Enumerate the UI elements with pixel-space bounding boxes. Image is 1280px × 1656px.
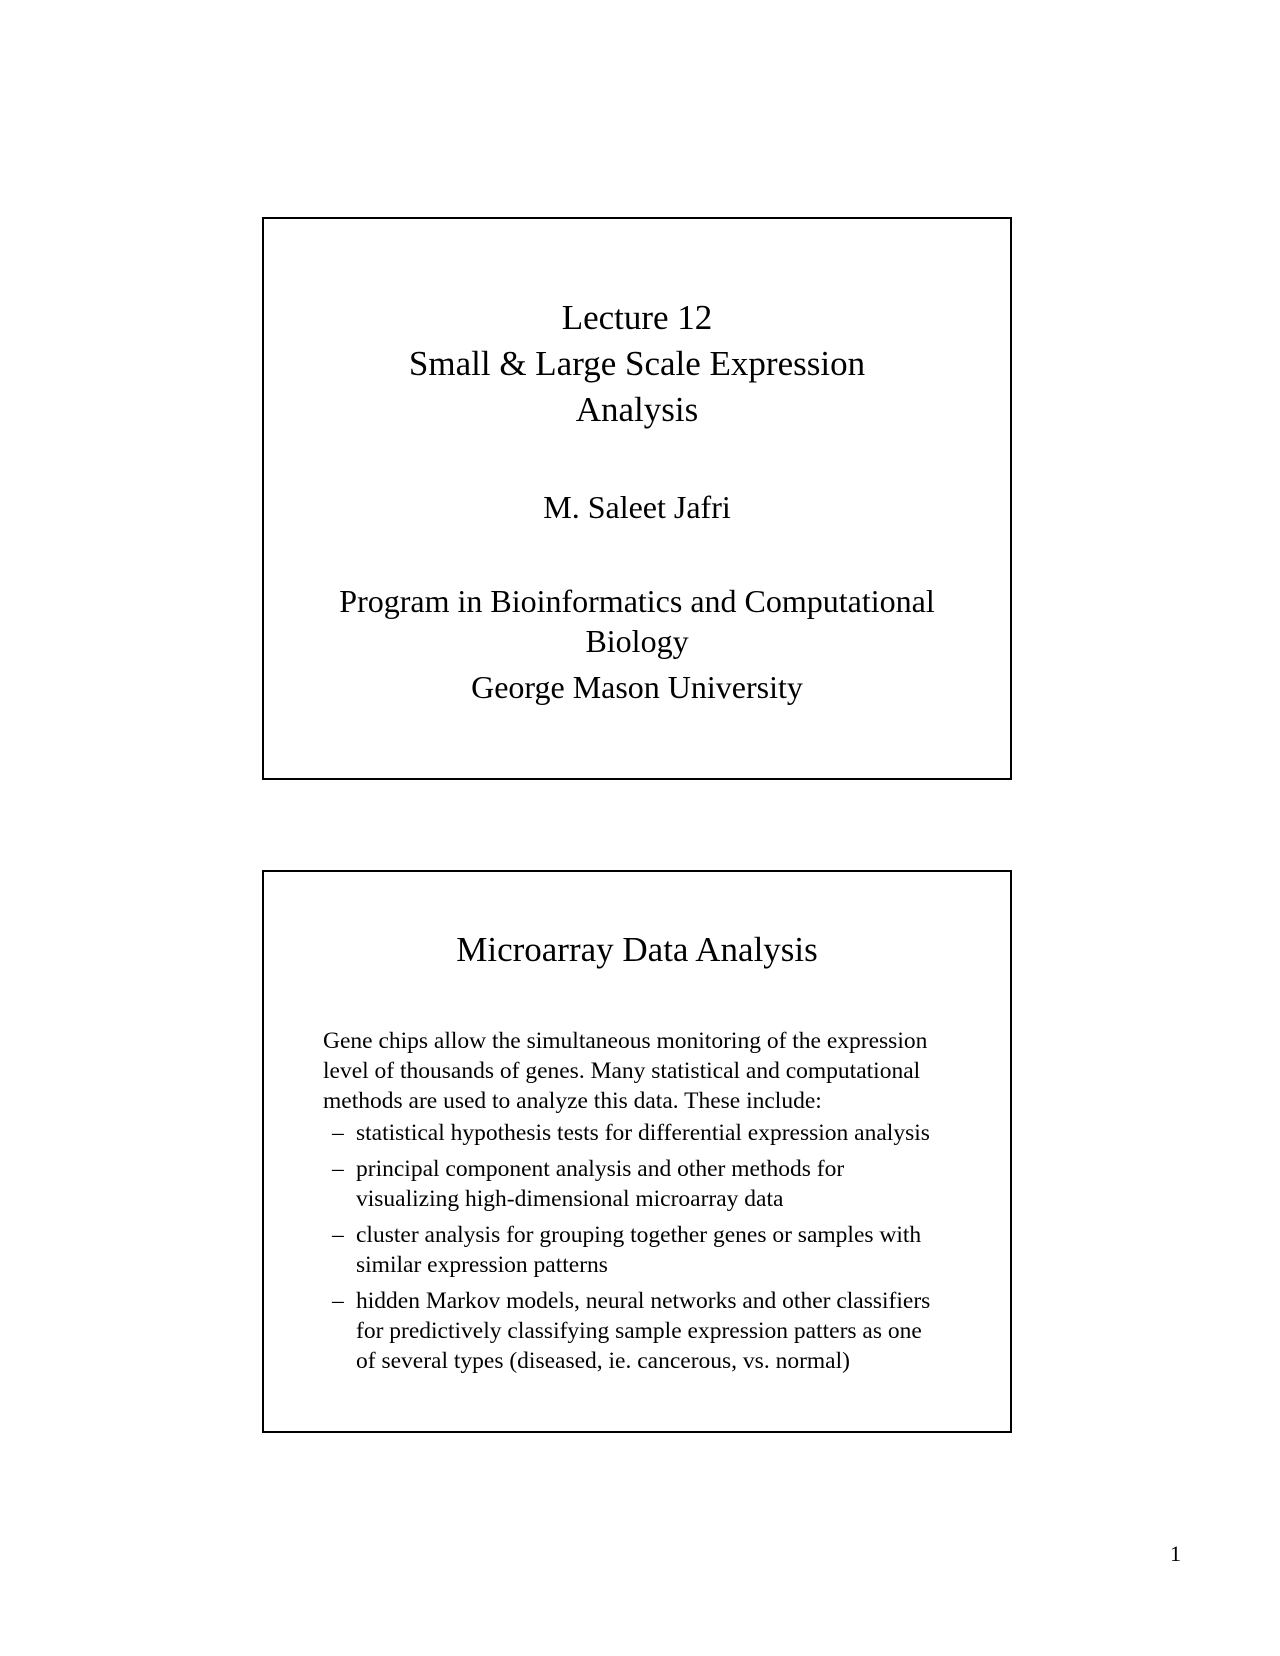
list-item-line: of several types (diseased, ie. cancerous, vs. normal) [356, 1348, 850, 1374]
slide-1-title-line: Small & Large Scale Expression [408, 344, 866, 383]
slide-2 [262, 870, 1012, 1433]
dash-bullet: – [332, 1156, 344, 1182]
list-item [323, 1154, 983, 1214]
slide-1-title-line: Analysis [575, 390, 699, 429]
slide-2-title: Microarray Data Analysis [456, 930, 818, 969]
list-item-line: for predictively classifying sample expression patters as one [356, 1318, 922, 1344]
list-item-line: statistical hypothesis tests for differential expression analysis [356, 1120, 930, 1146]
list-item-line: principal component analysis and other methods for [356, 1156, 845, 1182]
program-name [264, 581, 1010, 661]
dash-bullet: – [332, 1288, 344, 1314]
intro-line: level of thousands of genes. Many statistical and computational [323, 1058, 921, 1084]
slide-1-title [264, 295, 1010, 433]
intro-line: Gene chips allow the simultaneous monitoring of the expression [323, 1028, 928, 1054]
program-name-line: Program in Bioinformatics and Computational [339, 583, 935, 619]
slide-1-title-line: Lecture 12 [561, 298, 713, 337]
program-name-line: Biology [585, 623, 689, 659]
intro-paragraph [323, 1026, 983, 1116]
dash-bullet: – [332, 1120, 344, 1146]
intro-line: methods are used to analyze this data. These include: [323, 1088, 822, 1114]
slide-1 [262, 217, 1012, 780]
list-item [323, 1220, 983, 1280]
slide-2-body [323, 1026, 983, 1382]
university-name: George Mason University [471, 669, 803, 705]
list-item-line: visualizing high-dimensional microarray data [356, 1186, 784, 1212]
list-item-line: cluster analysis for grouping together genes or samples with [356, 1222, 922, 1248]
page-number: 1 [1170, 1541, 1181, 1566]
methods-list [323, 1118, 983, 1376]
list-item-line: similar expression patterns [356, 1252, 608, 1278]
author-name: M. Saleet Jafri [543, 489, 731, 525]
dash-bullet: – [332, 1222, 344, 1248]
list-item [323, 1286, 983, 1376]
list-item [323, 1118, 983, 1148]
list-item-line: hidden Markov models, neural networks and other classifiers [356, 1288, 931, 1314]
